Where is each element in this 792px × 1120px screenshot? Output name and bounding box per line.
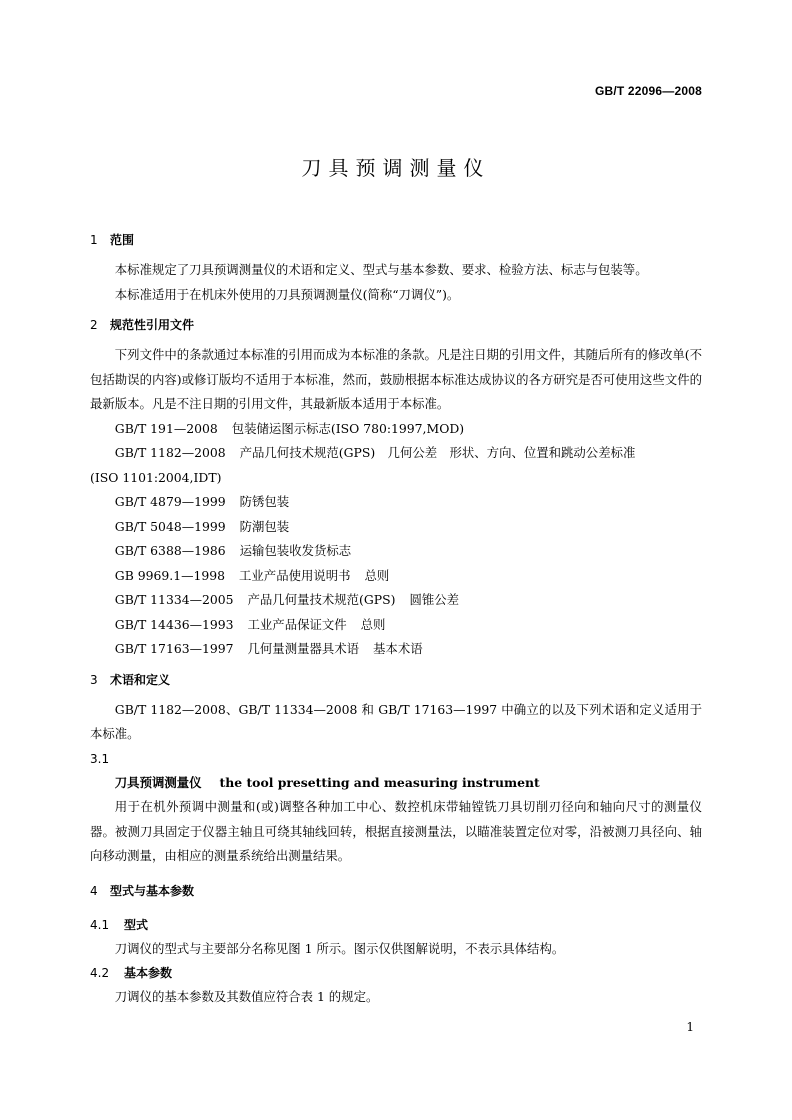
subsection-title: 基本参数 xyxy=(124,966,173,980)
section-3-heading xyxy=(90,668,702,692)
reference-item xyxy=(90,441,702,466)
reference-item xyxy=(90,515,702,540)
section-2-heading xyxy=(90,313,702,337)
reference-code: GB/T 191—2008 xyxy=(114,420,218,436)
paragraph: GB/T 1182—2008、GB/T 11334—2008 和 GB/T 17163—1997 中确立的以及下列术语和定义适用于本标准。 xyxy=(90,701,702,741)
reference-code: GB 9969.1—1998 xyxy=(114,567,226,583)
subsection-number: 4.2 xyxy=(90,966,110,980)
reference-code: GB/T 14436—1993 xyxy=(114,616,234,632)
reference-continuation: (ISO 1101:2004,IDT) xyxy=(90,469,222,485)
reference-item xyxy=(90,564,702,589)
page-number: 1 xyxy=(686,1020,694,1034)
reference-subtitle: 圆锥公差 xyxy=(409,592,460,607)
subsection-3-1-number xyxy=(90,747,702,771)
section-title: 范围 xyxy=(110,233,135,247)
reference-title: 产品几何技术规范(GPS) 几何公差 形状、方向、位置和跳动公差标准 xyxy=(239,445,636,460)
reference-subtitle: 总则 xyxy=(360,616,386,632)
reference-item xyxy=(90,417,702,442)
term-english: the tool presetting and measuring instrument xyxy=(219,774,540,790)
section-4-heading xyxy=(90,879,702,903)
section-title: 规范性引用文件 xyxy=(110,318,195,332)
term-chinese: 刀具预调测量仪 xyxy=(114,774,202,790)
reference-title: 工业产品使用说明书 xyxy=(239,567,351,583)
section-1-heading xyxy=(90,228,702,252)
subsection-number: 4.1 xyxy=(90,917,110,932)
subsection-4-1-heading xyxy=(90,913,702,937)
section-number: 3 xyxy=(90,672,98,687)
paragraph: 下列文件中的条款通过本标准的引用而成为本标准的条款。凡是注日期的引用文件，其随后所有的修改单(不包括勘误的内容)或修订版均不适用于本标准，然而，鼓励根据本标准达成协议的各方研究是否可使用这些文件的最新版本。凡是不注日期的引用文件，其最新版本适用于本标准。 xyxy=(90,347,702,411)
reference-title: 运输包装收发货标志 xyxy=(239,543,352,558)
reference-title: 防潮包装 xyxy=(239,518,290,534)
reference-item xyxy=(90,613,702,638)
reference-code: GB/T 4879—1999 xyxy=(114,494,226,509)
reference-title: 工业产品保证文件 xyxy=(247,616,347,632)
reference-item xyxy=(90,490,702,515)
reference-title: 包装储运图示标志(ISO 780:1997,MOD) xyxy=(231,420,465,436)
reference-code: GB/T 5048—1999 xyxy=(114,518,226,534)
standard-code: GB/T 22096—2008 xyxy=(594,84,702,98)
term-definition: 用于在机外预调中测量和(或)调整各种加工中心、数控机床带轴镗铣刀具切削刃径向和轴向尺寸的测量仪器。被测刀具固定于仪器主轴且可绕其轴线回转，根据直接测量法，以瞄准装置定位对零，沿被测刀具径向、轴向移动测量，由相应的测量系统给出测量结果。 xyxy=(90,799,702,863)
reference-title: 几何量测量器具术语 xyxy=(247,641,360,656)
reference-code: GB/T 17163—1997 xyxy=(114,641,234,656)
reference-title: 防锈包装 xyxy=(239,494,290,509)
reference-subtitle: 基本术语 xyxy=(373,641,423,656)
paragraph: 刀调仪的型式与主要部分名称见图 1 所示。图示仅供图解说明，不表示具体结构。 xyxy=(114,940,565,956)
subsection-4-2-heading xyxy=(90,961,702,985)
paragraph: 本标准规定了刀具预调测量仪的术语和定义、型式与基本参数、要求、检验方法、标志与包装等。 xyxy=(114,262,648,277)
reference-item xyxy=(90,539,702,564)
reference-title: 产品几何量技术规范(GPS) xyxy=(247,592,396,607)
subsection-title: 型式 xyxy=(124,917,149,932)
reference-subtitle: 总则 xyxy=(364,567,390,583)
reference-code: GB/T 6388—1986 xyxy=(114,543,226,558)
document-body xyxy=(90,228,702,1010)
section-title: 术语和定义 xyxy=(110,672,171,687)
document-title: 刀具预调测量仪 xyxy=(301,156,491,180)
subsection-number: 3.1 xyxy=(90,751,110,766)
reference-code: GB/T 11334—2005 xyxy=(114,592,234,607)
section-number: 1 xyxy=(90,233,98,247)
paragraph: 本标准适用于在机床外使用的刀具预调测量仪(简称“刀调仪”)。 xyxy=(114,286,460,302)
term-heading xyxy=(90,771,702,796)
section-number: 4 xyxy=(90,883,98,898)
reference-code: GB/T 1182—2008 xyxy=(114,445,226,460)
section-title: 型式与基本参数 xyxy=(110,883,195,898)
paragraph: 刀调仪的基本参数及其数值应符合表 1 的规定。 xyxy=(114,989,379,1004)
section-number: 2 xyxy=(90,318,98,332)
reference-item xyxy=(90,588,702,613)
reference-item xyxy=(90,637,702,662)
